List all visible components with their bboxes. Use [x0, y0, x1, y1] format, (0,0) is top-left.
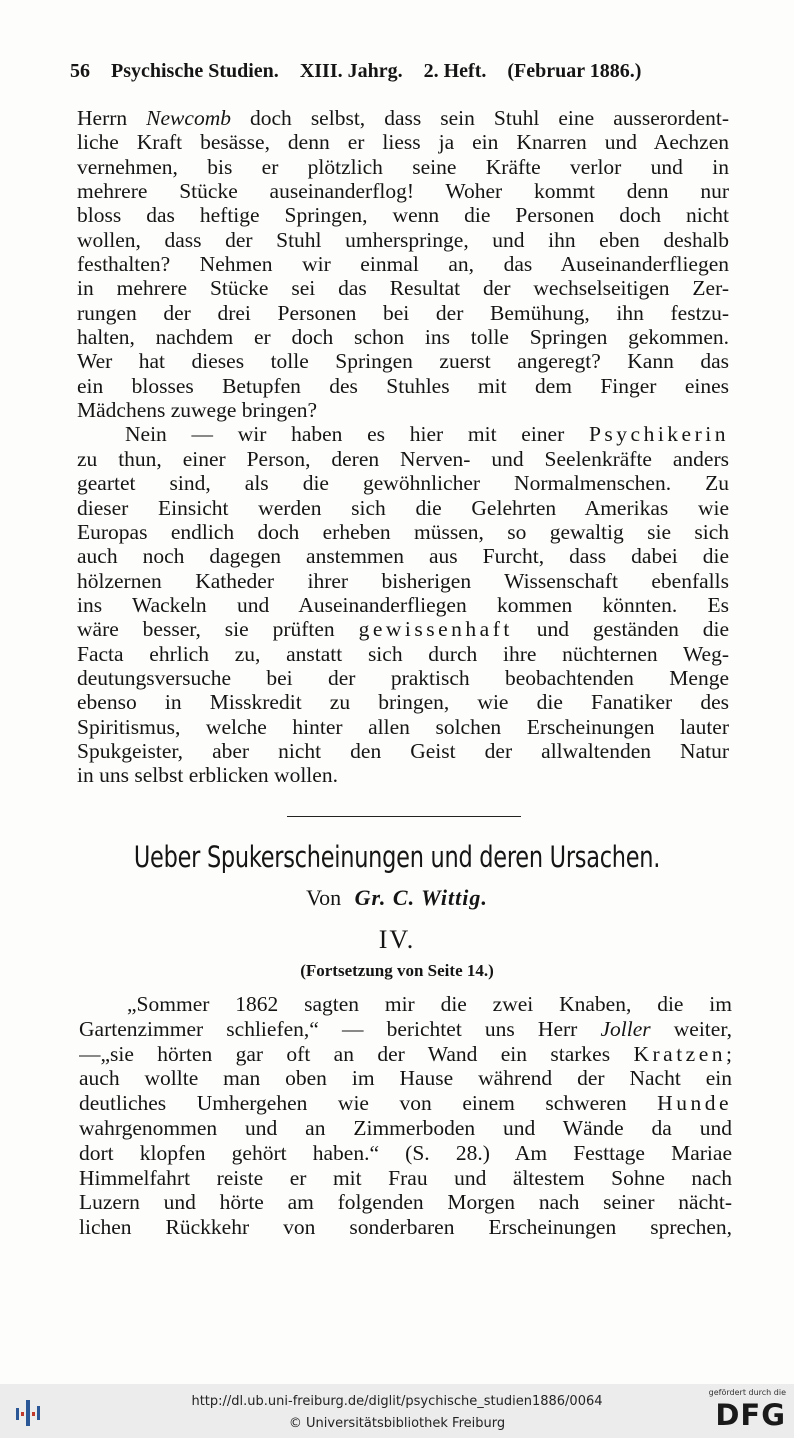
text-line — [77, 715, 729, 739]
text-segment: dort klopfen gehört haben.“ (S. 28.) Am Festtage Mariae — [79, 1140, 732, 1165]
text-segment: vernehmen, bis er plötzlich seine Kräfte verlor und in — [77, 154, 729, 179]
emphasized-word: Hunde — [657, 1091, 732, 1116]
text-line — [77, 569, 729, 593]
emphasized-word: Psychikerin — [588, 422, 729, 447]
text-line — [77, 325, 729, 349]
text-segment: festhalten? Nehmen wir einmal an, das Auseinanderfliegen — [77, 252, 729, 277]
text-segment: Spukgeister, aber nicht den Geist der allwaltenden Natur — [77, 738, 729, 763]
text-line — [79, 1116, 732, 1141]
issue: 2. Heft. — [423, 60, 487, 82]
text-line — [77, 301, 729, 325]
text-line — [77, 179, 729, 203]
text-segment: Europas endlich doch erheben müssen, so gewaltig sie sich — [77, 519, 729, 544]
text-line — [77, 252, 729, 276]
emphasized-word: gewissenhaft — [358, 617, 513, 642]
byline — [0, 885, 794, 911]
part-number: IV. — [378, 925, 416, 954]
text-line — [79, 1066, 732, 1091]
dfg-logo — [702, 1388, 786, 1436]
issue-date: (Februar 1886.) — [507, 60, 642, 82]
text-segment: mehrere Stücke auseinanderflog! Woher kommt denn nur — [77, 179, 729, 204]
text-segment: „Sommer 1862 sagten mir die zwei Knaben, die im — [127, 992, 732, 1016]
text-line — [79, 1215, 732, 1240]
text-line — [79, 1091, 732, 1116]
text-segment: in mehrere Stücke sei das Resultat der wechselseitigen Zer- — [77, 276, 729, 301]
running-head — [70, 60, 730, 83]
text-segment: Himmelfahrt reiste er mit Frau und ältestem Sohne nach — [79, 1165, 732, 1190]
text-segment: wäre besser, sie prüften — [77, 617, 359, 642]
text-line — [77, 593, 729, 617]
text-line — [77, 447, 729, 471]
text-line — [77, 544, 729, 568]
text-segment: Luzern und hörte am folgenden Morgen nach seiner nächt- — [79, 1190, 732, 1215]
text-line — [79, 1166, 732, 1191]
text-line — [79, 1017, 732, 1042]
text-segment: lichen Rückkehr von sonderbaren Erscheinungen sprechen, — [79, 1215, 732, 1240]
text-line — [77, 520, 729, 544]
text-segment: dieser Einsicht werden sich die Gelehrten Amerikas wie — [77, 495, 729, 520]
text-line — [79, 1042, 732, 1067]
text-segment: doch selbst, dass sein Stuhl eine ausserordent- — [230, 106, 729, 130]
volume: XIII. Jahrg. — [299, 60, 403, 82]
text-segment: liche Kraft besässe, denn er liess ja ein Knarren und Aechzen — [77, 130, 729, 155]
continuation-note: (Fortsetzung von Seite 14.) — [300, 961, 494, 980]
text-segment: auch noch dagegen anstemmen aus Furcht, dass dabei die — [77, 544, 729, 569]
text-segment: und geständen die — [512, 617, 729, 642]
author-name: Gr. C. Wittig. — [354, 885, 488, 910]
text-segment: bloss das heftige Springen, wenn die Personen doch nicht — [77, 203, 729, 228]
text-line — [79, 992, 732, 1017]
text-segment: geartet sind, als die gewöhnlicher Normalmenschen. Zu — [77, 471, 729, 496]
section-divider — [287, 816, 521, 817]
text-line — [77, 130, 729, 154]
text-segment: halten, nachdem er doch schon ins tolle Springen gekommen. — [77, 325, 729, 350]
text-segment: ; — [726, 1041, 732, 1066]
text-line — [77, 398, 729, 422]
page-number: 56 — [70, 60, 90, 82]
text-line — [77, 374, 729, 398]
text-line — [77, 617, 729, 641]
text-line — [77, 228, 729, 252]
text-segment: wollen, dass der Stuhl umherspringe, und ihn eben deshalb — [77, 227, 729, 252]
text-segment: zu thun, einer Person, deren Nerven- und Seelenkräfte anders — [77, 446, 729, 471]
byline-prefix: Von — [306, 885, 342, 910]
text-line — [77, 642, 729, 666]
text-segment: weiter, — [650, 1016, 732, 1041]
text-segment: deutliches Umhergehen wie von einem schweren — [79, 1091, 658, 1116]
emphasized-word: Kratzen — [633, 1041, 727, 1066]
text-line — [77, 203, 729, 227]
journal-name: Psychische Studien. — [111, 60, 279, 82]
text-segment: Mädchens zuwege bringen? — [77, 398, 317, 423]
funded-by-label: gefördert durch die — [708, 1388, 786, 1397]
text-segment: hölzernen Katheder ihrer bisherigen Wissenschaft ebenfalls — [77, 568, 729, 593]
text-segment: Gartenzimmer schliefen,“ — berichtet uns Herr — [79, 1016, 601, 1041]
text-line — [77, 471, 729, 495]
copyright-notice: © Universitätsbibliothek Freiburg — [288, 1416, 506, 1431]
text-line — [77, 349, 729, 373]
text-segment: ein blosses Betupfen des Stuhles mit dem Finger eines — [77, 373, 729, 398]
text-line — [77, 106, 729, 130]
text-line — [77, 496, 729, 520]
text-segment: Herrn — [77, 106, 147, 130]
text-segment: rungen der drei Personen bei der Bemühung, ihn festzu- — [77, 300, 729, 325]
text-segment: in uns selbst erblicken wollen. — [77, 763, 338, 788]
text-segment: deutungsversuche bei der praktisch beobachtenden Menge — [77, 665, 729, 690]
text-line — [77, 276, 729, 300]
text-segment: ins Wackeln und Auseinanderfliegen kommen könnten. Es — [77, 592, 729, 617]
footer-bar — [0, 1384, 794, 1438]
text-segment: —„sie hörten gar oft an der Wand ein starkes — [79, 1041, 634, 1066]
text-line — [77, 155, 729, 179]
text-segment: Wer hat dieses tolle Springen zuerst angeregt? Kann das — [77, 349, 729, 374]
article-body — [79, 992, 732, 1240]
text-line — [77, 690, 729, 714]
text-segment: Facta ehrlich zu, anstatt sich durch ihre nüchternen Weg- — [77, 641, 729, 666]
text-line — [77, 422, 729, 446]
text-line — [77, 666, 729, 690]
text-line — [79, 1190, 732, 1215]
emphasized-word: Newcomb — [146, 106, 231, 130]
text-line — [77, 739, 729, 763]
emphasized-word: Joller — [600, 1016, 651, 1041]
previous-article-text — [77, 106, 729, 788]
text-segment: ebenso in Misskredit zu bringen, wie die Fanatiker des — [77, 690, 729, 715]
text-segment: auch wollte man oben im Hause während der Nacht ein — [79, 1066, 732, 1091]
article-title: Ueber Spukerscheinungen und deren Ursachen. — [133, 840, 661, 874]
text-segment: Nein — wir haben es hier mit einer — [125, 422, 589, 447]
dfg-wordmark: DFG — [715, 1398, 786, 1432]
source-url[interactable]: http://dl.ub.uni-freiburg.de/diglit/psychische_studien1886/0064 — [191, 1394, 603, 1409]
text-segment: wahrgenommen und an Zimmerboden und Wände da und — [79, 1115, 732, 1140]
text-line — [79, 1141, 732, 1166]
text-line — [77, 763, 729, 787]
text-segment: Spiritismus, welche hinter allen solchen Erscheinungen lauter — [77, 714, 729, 739]
